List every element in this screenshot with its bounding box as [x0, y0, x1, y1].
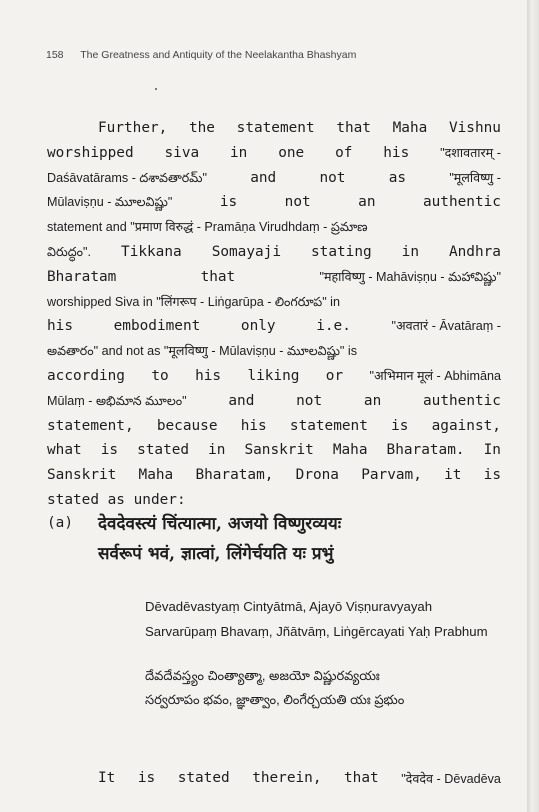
- paragraph-line: [47, 190, 501, 215]
- paragraph-word: worshipped: [47, 144, 134, 161]
- paragraph-word: not: [296, 392, 323, 409]
- paragraph-word: Somayaji: [211, 243, 281, 260]
- paragraph-word: his: [240, 417, 267, 434]
- paragraph-word: statement,: [47, 417, 134, 434]
- paragraph-word: because: [156, 417, 218, 434]
- paragraph-word: Maha: [138, 467, 174, 484]
- paragraph-word: and: [228, 392, 255, 409]
- paragraph-line: [47, 141, 501, 166]
- paragraph-line: [47, 314, 501, 339]
- paragraph-word: i.e.: [316, 318, 351, 335]
- paragraph-word: and: [250, 169, 277, 186]
- paragraph-word: to: [151, 367, 169, 384]
- verse-devanagari-line-2: सर्वरूपं भवं, ज्ञात्वां, लिंगेर्चयति यः प्रभुं: [98, 544, 334, 564]
- paragraph-word: authentic: [422, 194, 501, 211]
- paragraph-word: in: [208, 442, 226, 459]
- verse-telugu-line-2: సర్వరూపం భవం, జ్ఞాత్వాం, లింగేర్చయతి యః ప్రభుం: [145, 692, 405, 707]
- paragraph-line: [47, 339, 501, 364]
- paragraph-word: "अवतारं - Āvatāraṃ -: [391, 319, 501, 334]
- paragraph-word: worshipped Siva in "लिंगरूप - Liṅgarūpa - లింగరూప" in: [47, 294, 340, 309]
- paragraph-word: what: [47, 442, 82, 459]
- paragraph-word: siva: [164, 144, 200, 161]
- paragraph-word: liking: [247, 367, 300, 384]
- paragraph-word: Tikkana: [121, 243, 182, 260]
- paragraph-word: stating: [311, 243, 372, 260]
- paragraph-word: one: [278, 144, 305, 161]
- paragraph-word: Bharatam,: [195, 467, 274, 484]
- paragraph-word: his: [383, 144, 410, 161]
- paragraph-line: [47, 463, 501, 488]
- verse-transliteration-line-1: Dēvadēvastyaṃ Cintyātmā, Ajayō Viṣṇuravyayah: [145, 599, 433, 614]
- closing-word: It: [98, 770, 116, 786]
- verse-devanagari-line-1: देवदेवस्त्यं चिंत्यात्मा, अजयो विष्णुरव्ययः: [98, 514, 342, 534]
- paragraph-word: an: [363, 392, 382, 409]
- paragraph-word: Sanskrit: [244, 442, 314, 459]
- paragraph-word: his: [47, 318, 73, 335]
- paragraph-word: In: [483, 442, 501, 459]
- speck: [155, 88, 157, 90]
- paragraph-line: [47, 166, 501, 191]
- paragraph-word: Andhra: [448, 243, 501, 260]
- closing-word: therein,: [252, 770, 322, 786]
- paragraph-word: Further,: [98, 120, 168, 136]
- closing-word: that: [344, 770, 379, 786]
- paragraph-line: [47, 414, 501, 439]
- paragraph-word: Maha: [392, 120, 428, 136]
- paragraph-word: that: [200, 268, 236, 285]
- verse-transliteration-line-2: Sarvarūpaṃ Bhavaṃ, Jñātvāṃ, Liṅgērcayati Yaḥ Prabhum: [145, 624, 488, 639]
- paragraph-word: statement and "प्रमाण विरुद्धं - Pramāṇa Virudhdaṃ - ప్రమాణ: [47, 220, 368, 235]
- paragraph-word: is: [391, 417, 409, 434]
- paragraph-word: "दशावतारम् -: [440, 145, 501, 160]
- paragraph-line: [47, 438, 501, 463]
- page-edge: [527, 0, 539, 812]
- paragraph-word: Drona: [295, 467, 339, 484]
- paragraph-word: Parvam,: [361, 467, 422, 484]
- paragraph-word: "मूलविष्णु -: [449, 170, 501, 185]
- paragraph-line: [47, 240, 501, 265]
- running-header: [46, 49, 519, 61]
- paragraph-line: [47, 389, 501, 414]
- paragraph-word: embodiment: [113, 318, 201, 335]
- closing-word: stated: [177, 770, 230, 786]
- paragraph-line: [47, 116, 501, 141]
- paragraph-word: the: [188, 120, 215, 136]
- paragraph-word: not: [319, 169, 346, 186]
- paragraph-line: [47, 488, 501, 513]
- page-number: 158: [46, 49, 64, 61]
- paragraph-word: Bharatam: [47, 268, 117, 285]
- paragraph-word: is: [219, 194, 238, 211]
- paragraph-word: in: [401, 243, 419, 260]
- paragraph-word: "महाविष्णु - Mahāviṣṇu - మహావిష్ణు": [319, 269, 501, 284]
- paragraph-word: not: [284, 194, 311, 211]
- paragraph-word: Sanskrit: [47, 467, 117, 484]
- paragraph-word: Mūlaṃ - అభిమాన మూలం": [47, 393, 187, 408]
- paragraph-word: stated: [137, 442, 190, 459]
- paragraph-word: of: [335, 144, 353, 161]
- paragraph-word: stated as under:: [47, 491, 186, 508]
- paragraph-word: Daśāvatārams - దశావతారమ్": [47, 170, 207, 185]
- paragraph-line: [47, 215, 501, 240]
- closing-word: "देवदेव - Dēvadēva: [401, 772, 501, 786]
- paragraph-word: according: [47, 367, 125, 384]
- closing-line: [47, 770, 501, 787]
- paragraph-word: an: [358, 194, 376, 211]
- paragraph-word: statement: [236, 120, 315, 136]
- paragraph-word: against,: [431, 417, 501, 434]
- verse-label: (a): [47, 515, 73, 531]
- paragraph-word: is: [483, 467, 501, 484]
- running-title: The Greatness and Antiquity of the Neelakantha Bhashyam: [80, 49, 357, 61]
- paragraph-line: [47, 364, 501, 389]
- paragraph-word: విరుద్ధం".: [47, 244, 92, 259]
- paragraph-word: that: [336, 120, 371, 136]
- paragraph-line: [47, 290, 501, 315]
- paragraph-word: statement: [289, 417, 368, 434]
- paragraph-word: అవతారం" and not as "मूलविष्णु - Mūlaviṣṇu - మూలవిష్ణు" is: [47, 344, 357, 359]
- paragraph-word: as: [388, 169, 407, 186]
- paragraph-word: "अभिमान मूलं - Abhimāna: [369, 368, 501, 383]
- paragraph-word: is: [100, 442, 119, 459]
- paragraph-word: it: [444, 467, 462, 484]
- paragraph-line: [47, 265, 501, 290]
- paragraph-word: only: [240, 318, 276, 335]
- main-paragraph: [47, 116, 501, 513]
- verse-telugu-line-1: దేవదేవస్త్యం చింత్యాత్మా, అజయో విష్ణురవ్యయః: [145, 668, 380, 683]
- paragraph-word: or: [325, 367, 344, 384]
- paragraph-word: Vishnu: [448, 120, 501, 136]
- paragraph-word: his: [195, 367, 222, 384]
- paragraph-word: in: [230, 144, 248, 161]
- closing-word: is: [137, 770, 156, 786]
- paragraph-word: Bharatam.: [386, 442, 465, 459]
- paragraph-word: authentic: [423, 392, 501, 409]
- paragraph-word: Maha: [332, 442, 368, 459]
- paragraph-word: Mūlaviṣṇu - మూలవిష్ణు": [47, 195, 173, 210]
